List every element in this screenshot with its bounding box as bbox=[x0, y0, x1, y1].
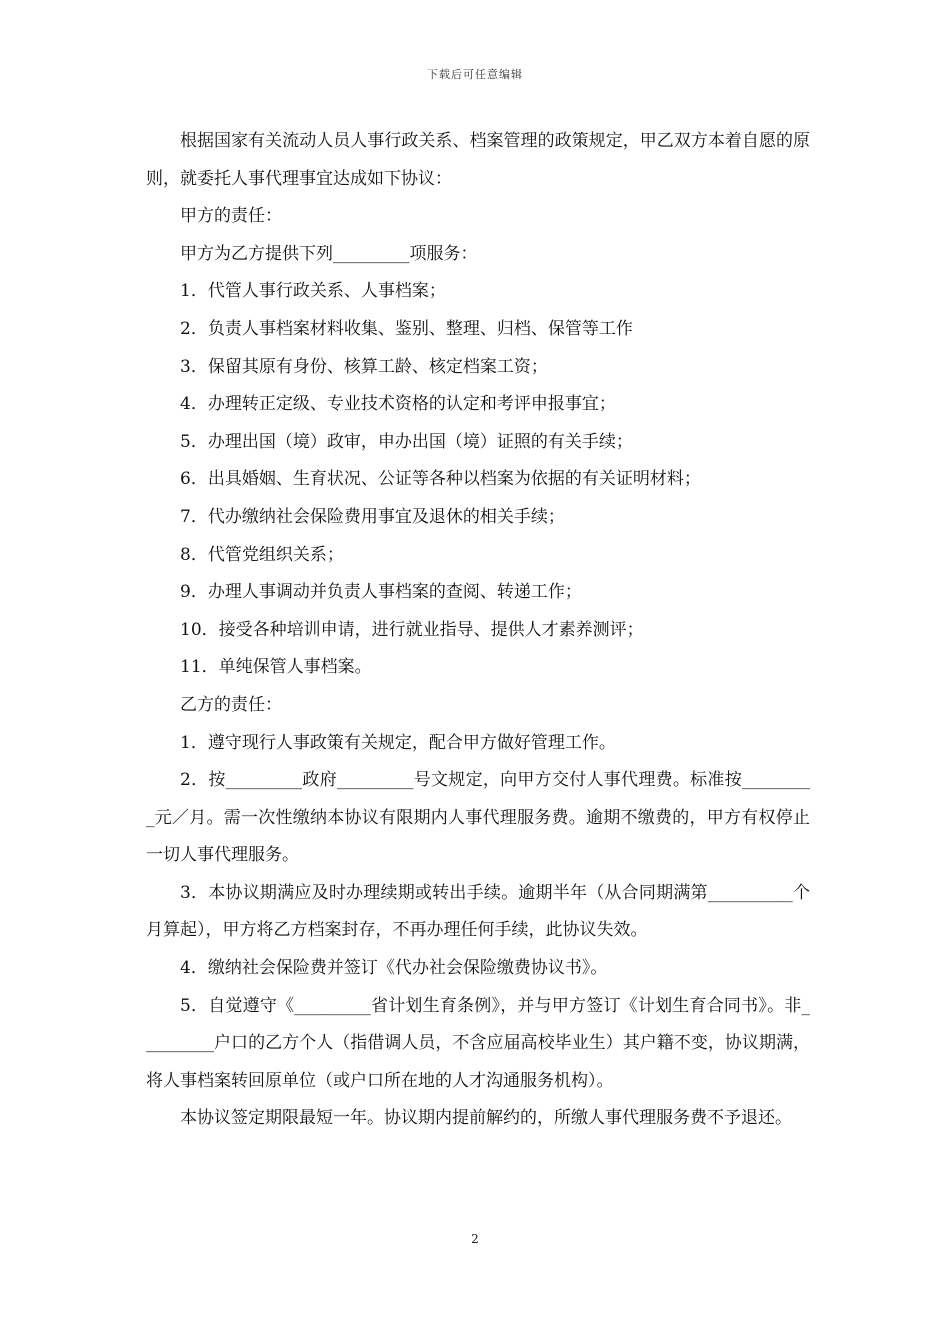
list-item: 8．代管党组织关系； bbox=[180, 544, 344, 565]
list-item: 5．自觉遵守《_________省计划生育条例》，并与甲方签订《计划生育合同书》。非_________户口的乙方个人（指借调人员，不含应届高校毕业生）其户籍不变，协议期满，将人事档案转回原单位（或户口所在地的人才沟通服务机构）。 bbox=[146, 995, 810, 1091]
paragraph-preamble: 根据国家有关流动人员人事行政关系、档案管理的政策规定，甲乙双方本着自愿的原则，就委托人事代理事宜达成如下协议： bbox=[146, 131, 810, 189]
section-heading-party-a: 甲方的责任： bbox=[180, 206, 282, 227]
list-item: 7．代办缴纳社会保险费用事宜及退休的相关手续； bbox=[180, 506, 565, 527]
list-item: 4．办理转正定级、专业技术资格的认定和考评申报事宜； bbox=[180, 394, 616, 415]
list-item: 1．代管人事行政关系、人事档案； bbox=[180, 281, 446, 302]
list-item: 9．办理人事调动并负责人事档案的查阅、转递工作； bbox=[180, 582, 582, 603]
paragraph-services-intro: 甲方为乙方提供下列_________项服务： bbox=[180, 243, 478, 264]
list-item: 2．按_________政府_________号文规定，向甲方交付人事代理费。标准按_________元／月。需一次性缴纳本协议有限期内人事代理服务费。逾期不缴费的，甲方有权停止一切人事代理服务。 bbox=[146, 770, 810, 866]
list-item: 10．接受各种培训申请，进行就业指导、提供人才素养测评； bbox=[180, 619, 644, 640]
page-header: 下载后可任意编辑 bbox=[427, 68, 523, 81]
list-item: 3．本协议期满应及时办理续期或转出手续。逾期半年（从合同期满第__________个月算起），甲方将乙方档案封存，不再办理任何手续，此协议失效。 bbox=[146, 882, 810, 941]
list-item: 11．单纯保管人事档案。 bbox=[180, 657, 372, 678]
paragraph-term: 本协议签定期限最短一年。协议期内提前解约的，所缴人事代理服务费不予退还。 bbox=[180, 1108, 792, 1129]
page-number: 2 bbox=[471, 1232, 479, 1246]
list-item: 4．缴纳社会保险费并签订《代办社会保险缴费协议书》。 bbox=[180, 958, 608, 979]
document-body bbox=[146, 123, 810, 1138]
list-item: 3．保留其原有身份、核算工龄、核定档案工资； bbox=[180, 356, 548, 377]
list-item: 2．负责人事档案材料收集、鉴别、整理、归档、保管等工作 bbox=[180, 318, 633, 339]
section-heading-party-b: 乙方的责任： bbox=[180, 694, 282, 715]
list-item: 1．遵守现行人事政策有关规定，配合甲方做好管理工作。 bbox=[180, 732, 616, 753]
list-item: 5．办理出国（境）政审，申办出国（境）证照的有关手续； bbox=[180, 431, 633, 452]
list-item: 6．出具婚姻、生育状况、公证等各种以档案为依据的有关证明材料； bbox=[180, 469, 701, 490]
